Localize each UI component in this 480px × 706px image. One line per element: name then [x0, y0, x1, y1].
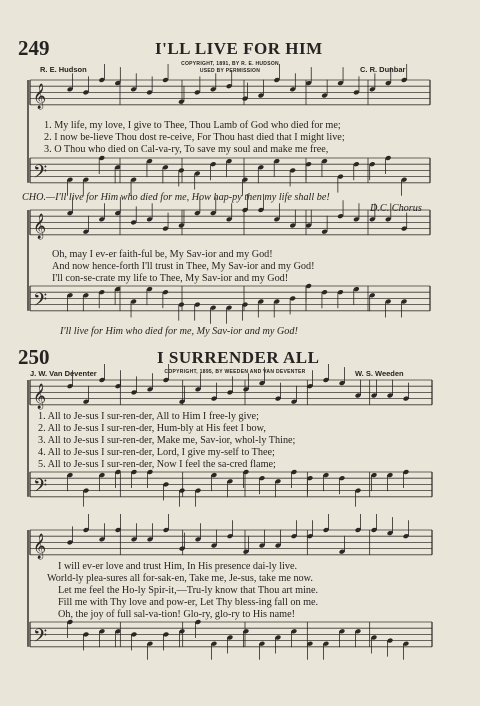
- hymn-249-ending-2: And now hence-forth I'll trust in Thee, My Sav-ior and my God!: [52, 261, 315, 272]
- hymn-249-number: 249: [18, 36, 50, 60]
- hymn-249-copyright: COPYRIGHT, 1891, BY R. E. HUDSON: [181, 61, 279, 67]
- hymn-249-title: I'LL LIVE FOR HIM: [155, 39, 323, 58]
- hymn-249-ending-3: I'll con-se-crate my life to Thee, My Sav-ior and my God!: [52, 273, 289, 284]
- treble-clef-icon: 𝄞: [33, 83, 47, 109]
- hymn-249-dc-marking: D.C. Chorus: [370, 203, 422, 214]
- hymn-250-ending-5: Oh, the joy of full sal-va-tion! Glo-ry, glo-ry to His name!: [58, 609, 295, 620]
- hymn-249-verse-3: 3. O Thou who died on Cal-va-ry, To save my soul and make me free,: [44, 144, 329, 155]
- hymn-250-author: W. S. Weeden: [355, 369, 404, 378]
- treble-clef-icon: 𝄞: [33, 383, 47, 409]
- hymn-250-composer: J. W. Van Deventer: [30, 369, 97, 378]
- hymn-250-ending-2: World-ly plea-sures all for-sak-en, Take me, Je-sus, take me now.: [47, 573, 313, 584]
- hymn-249-chorus-line: CHO.—I'll live for Him who died for me, How hap-py then my life shall be!: [22, 192, 330, 203]
- hymn-249-verse-2: 2. I now be-lieve Thou dost re-ceive, For Thou hast died that I might live;: [44, 132, 345, 143]
- hymn-250-ending-1: I will ev-er love and trust Him, In His presence dai-ly live.: [58, 561, 298, 572]
- hymn-250-verse-1: 1. All to Je-sus I sur-ren-der, All to Him I free-ly give;: [38, 411, 259, 422]
- treble-clef-icon: 𝄞: [33, 533, 47, 559]
- hymn-249-verse-1: 1. My life, my love, I give to Thee, Thou Lamb of God who died for me;: [44, 120, 341, 131]
- bass-clef-icon: 𝄢: [33, 625, 48, 651]
- hymn-249-permission: USED BY PERMISSION: [199, 68, 261, 74]
- hymn-250-ending-4: Fill me with Thy love and pow-er, Let Thy bless-ing fall on me.: [58, 597, 319, 608]
- bass-clef-icon: 𝄢: [33, 475, 48, 501]
- hymn-249-ending-1: Oh, may I ev-er faith-ful be, My Sav-ior and my God!: [52, 249, 273, 260]
- bass-clef-icon: 𝄢: [33, 161, 48, 187]
- hymn-249-chorus-end: I'll live for Him who died for me, My Sav-ior and my God!: [60, 326, 298, 337]
- hymn-249-author: C. R. Dunbar: [360, 65, 406, 74]
- hymn-249-composer: R. E. Hudson: [40, 65, 87, 74]
- hymn-250-ending-3: Let me feel the Ho-ly Spir-it,—Tru-ly know that Thou art mine.: [58, 585, 319, 596]
- hymn-250-verse-5: 5. All to Je-sus I sur-ren-der, Now I feel the sa-cred flame;: [38, 459, 276, 470]
- hymn-250-verse-4: 4. All to Je-sus I sur-ren-der, Lord, I give my-self to Thee;: [38, 447, 275, 458]
- hymn-250-number: 250: [18, 345, 50, 369]
- hymn-250-title: I SURRENDER ALL: [157, 348, 320, 367]
- hymn-250-verse-2: 2. All to Je-sus I sur-ren-der, Hum-bly at His feet I bow,: [38, 423, 266, 434]
- treble-clef-icon: 𝄞: [33, 213, 47, 239]
- hymn-250-verse-3: 3. All to Je-sus I sur-ren-der, Make me, Sav-ior, whol-ly Thine;: [38, 435, 296, 446]
- hymn-250-copyright: COPYRIGHT, 1895, BY WEEDEN AND VAN DEVENTER: [164, 369, 306, 375]
- bass-clef-icon: 𝄢: [33, 289, 48, 315]
